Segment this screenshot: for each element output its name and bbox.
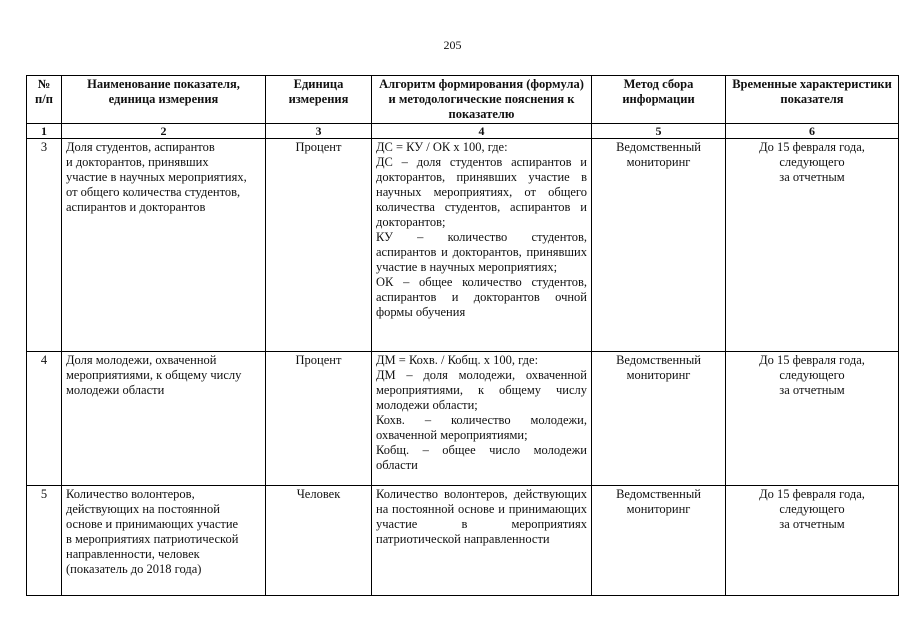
collection-method: Ведомственный мониторинг [592,139,726,352]
unit: Процент [266,139,372,352]
header-num: № п/п [27,76,62,124]
header-time: Временные характеристики показателя [726,76,899,124]
time-characteristics: До 15 февраля года, следующего за отчетным [726,139,899,352]
header-row [27,76,899,124]
algorithm: Количество волонтеров, действующих на постоянной основе и принимающих участие в мероприятиях патриотической направленности [372,486,592,596]
indicator-table [26,75,899,596]
header-unit: Единица измерения [266,76,372,124]
header-method: Метод сбора информации [592,76,726,124]
col-number: 6 [726,124,899,139]
collection-method: Ведомственный мониторинг [592,486,726,596]
col-number: 4 [372,124,592,139]
unit: Человек [266,486,372,596]
column-number-row [27,124,899,139]
indicator-name: Количество волонтеров, действующих на постоянной основе и принимающих участие в мероприятиях патриотической направленности, человек (показатель до 2018 года) [62,486,266,596]
table-row [27,352,899,486]
algorithm: ДМ = Кохв. / Кобщ. х 100, где: ДМ – доля молодежи, охваченной мероприятиями, к общему числу молодежи области; Кохв. – количество молодежи, охваченной мероприятиями; Кобщ. – общее число молодежи области [372,352,592,486]
header-algorithm: Алгоритм формирования (формула) и методологические пояснения к показателю [372,76,592,124]
table-row [27,486,899,596]
row-number: 4 [27,352,62,486]
unit: Процент [266,352,372,486]
col-number: 2 [62,124,266,139]
time-characteristics: До 15 февраля года, следующего за отчетным [726,352,899,486]
col-number: 5 [592,124,726,139]
row-number: 3 [27,139,62,352]
time-characteristics: До 15 февраля года, следующего за отчетным [726,486,899,596]
indicator-name: Доля молодежи, охваченной мероприятиями, к общему числу молодежи области [62,352,266,486]
col-number: 1 [27,124,62,139]
algorithm: ДС = КУ / ОК х 100, где: ДС – доля студентов аспирантов и докторантов, принявших участие в научных мероприятиях, от общего количества студентов, аспирантов и докторантов; КУ – количество студентов, аспирантов и докторантов, принявших участие в научных мероприятиях; ОК – общее количество студентов, аспирантов и докторантов очной формы обучения [372,139,592,352]
header-name: Наименование показателя, единица измерения [62,76,266,124]
col-number: 3 [266,124,372,139]
row-number: 5 [27,486,62,596]
collection-method: Ведомственный мониторинг [592,352,726,486]
table-row [27,139,899,352]
page-number: 205 [443,38,462,52]
indicator-name: Доля студентов, аспирантов и докторантов, принявших участие в научных мероприятиях, от общего количества студентов, аспирантов и докторантов [62,139,266,352]
